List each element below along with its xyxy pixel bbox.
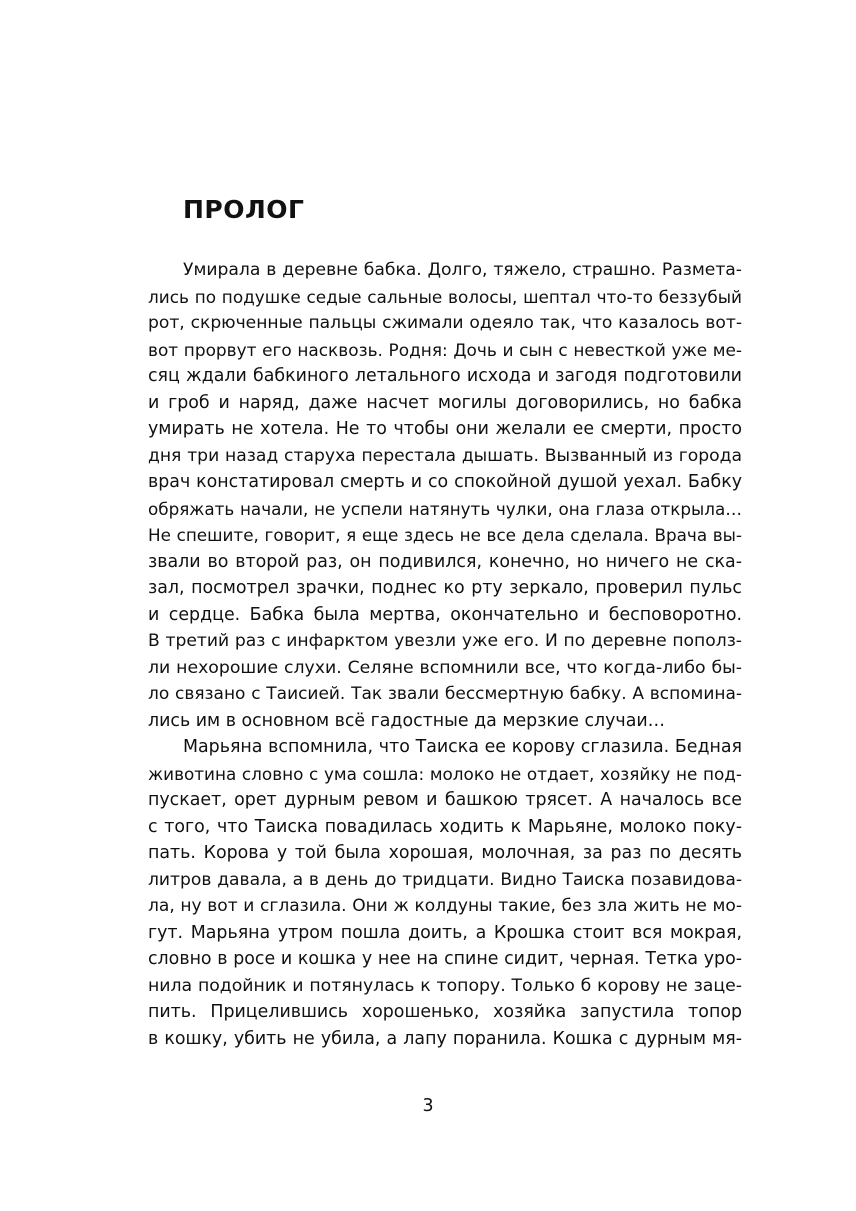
text-line: зал, посмотрел зрачки, поднес ко рту зеркало, проверил пульс: [148, 578, 742, 598]
text-line: врач констатировал смерть и со спокойной душой уехал. Бабку: [148, 472, 742, 492]
text-line: звали во второй раз, он подивился, конечно, но ничего не ска-: [148, 551, 742, 572]
text-line: В третий раз с инфарктом увезли уже его. И по деревне пополз-: [148, 631, 742, 651]
text-line: Марьяна вспомнила, что Таиска ее корову сглазила. Бедная: [183, 737, 742, 757]
text-line: нила подойник и потянулась к топору. Только б корову не заце-: [148, 975, 742, 996]
paragraph: [148, 734, 742, 1052]
text-line: с того, что Таиска повадилась ходить к Марьяне, молоко поку-: [148, 816, 742, 837]
text-line: и сердце. Бабка была мертва, окончательно и бесповоротно.: [148, 604, 742, 625]
text-line: животина словно с ума сошла: молоко не отдает, хозяйку не под-: [148, 763, 742, 784]
text-line: словно в росе и кошка у нее на спине сидит, черная. Тетка уро-: [148, 949, 742, 969]
text-line: рот, скрюченные пальцы сжимали одеяло так, что казалось вот-: [148, 313, 742, 333]
text-line: ло связано с Таисией. Так звали бессмертную бабку. А вспомина-: [148, 684, 742, 704]
text-line: Умирала в деревне бабка. Долго, тяжело, страшно. Размета-: [183, 260, 742, 280]
body-text: [148, 257, 742, 1052]
text-line: умирать не хотела. Не то чтобы они желали ее смерти, просто: [148, 419, 742, 439]
text-line: сяц ждали бабкиного летального исхода и загодя подготовили: [148, 366, 742, 386]
text-line: лись им в основном всё гадостные да мерзкие случаи…: [148, 710, 666, 731]
text-line: гут. Марьяна утром пошла доить, а Крошка стоит вся мокрая,: [148, 922, 742, 943]
text-line: литров давала, а в день до тридцати. Видно Таиска позавидова-: [148, 869, 742, 890]
text-line: обряжать начали, не успели натянуть чулки, она глаза открыла…: [148, 498, 742, 519]
chapter-title: ПРОЛОГ: [183, 195, 305, 224]
paragraph: [148, 257, 742, 734]
text-line: вот прорвут его насквозь. Родня: Дочь и сын с невесткой уже ме-: [148, 339, 742, 360]
text-line: пускает, орет дурным ревом и башкою трясет. А началось все: [148, 790, 742, 810]
text-line: лись по подушке седые сальные волосы, шептал что-то беззубый: [148, 286, 742, 307]
text-line: дня три назад старуха перестала дышать. Вызванный из города: [148, 445, 742, 466]
page-number: 3: [422, 1096, 434, 1116]
text-line: в кошку, убить не убила, а лапу поранила. Кошка с дурным мя-: [148, 1028, 742, 1049]
text-line: Не спешите, говорит, я еще здесь не все дела сделала. Врача вы-: [148, 525, 742, 545]
text-line: и гроб и наряд, даже насчет могилы договорились, но бабка: [148, 392, 742, 413]
text-line: ли нехорошие слухи. Селяне вспомнили все, что когда-либо бы-: [148, 657, 742, 678]
text-line: ла, ну вот и сглазила. Они ж колдуны такие, без зла жить не мо-: [148, 896, 742, 916]
text-line: пить. Прицелившись хорошенько, хозяйка запустила топор: [148, 1002, 742, 1022]
text-line: пать. Корова у той была хорошая, молочная, за раз по десять: [148, 843, 742, 863]
